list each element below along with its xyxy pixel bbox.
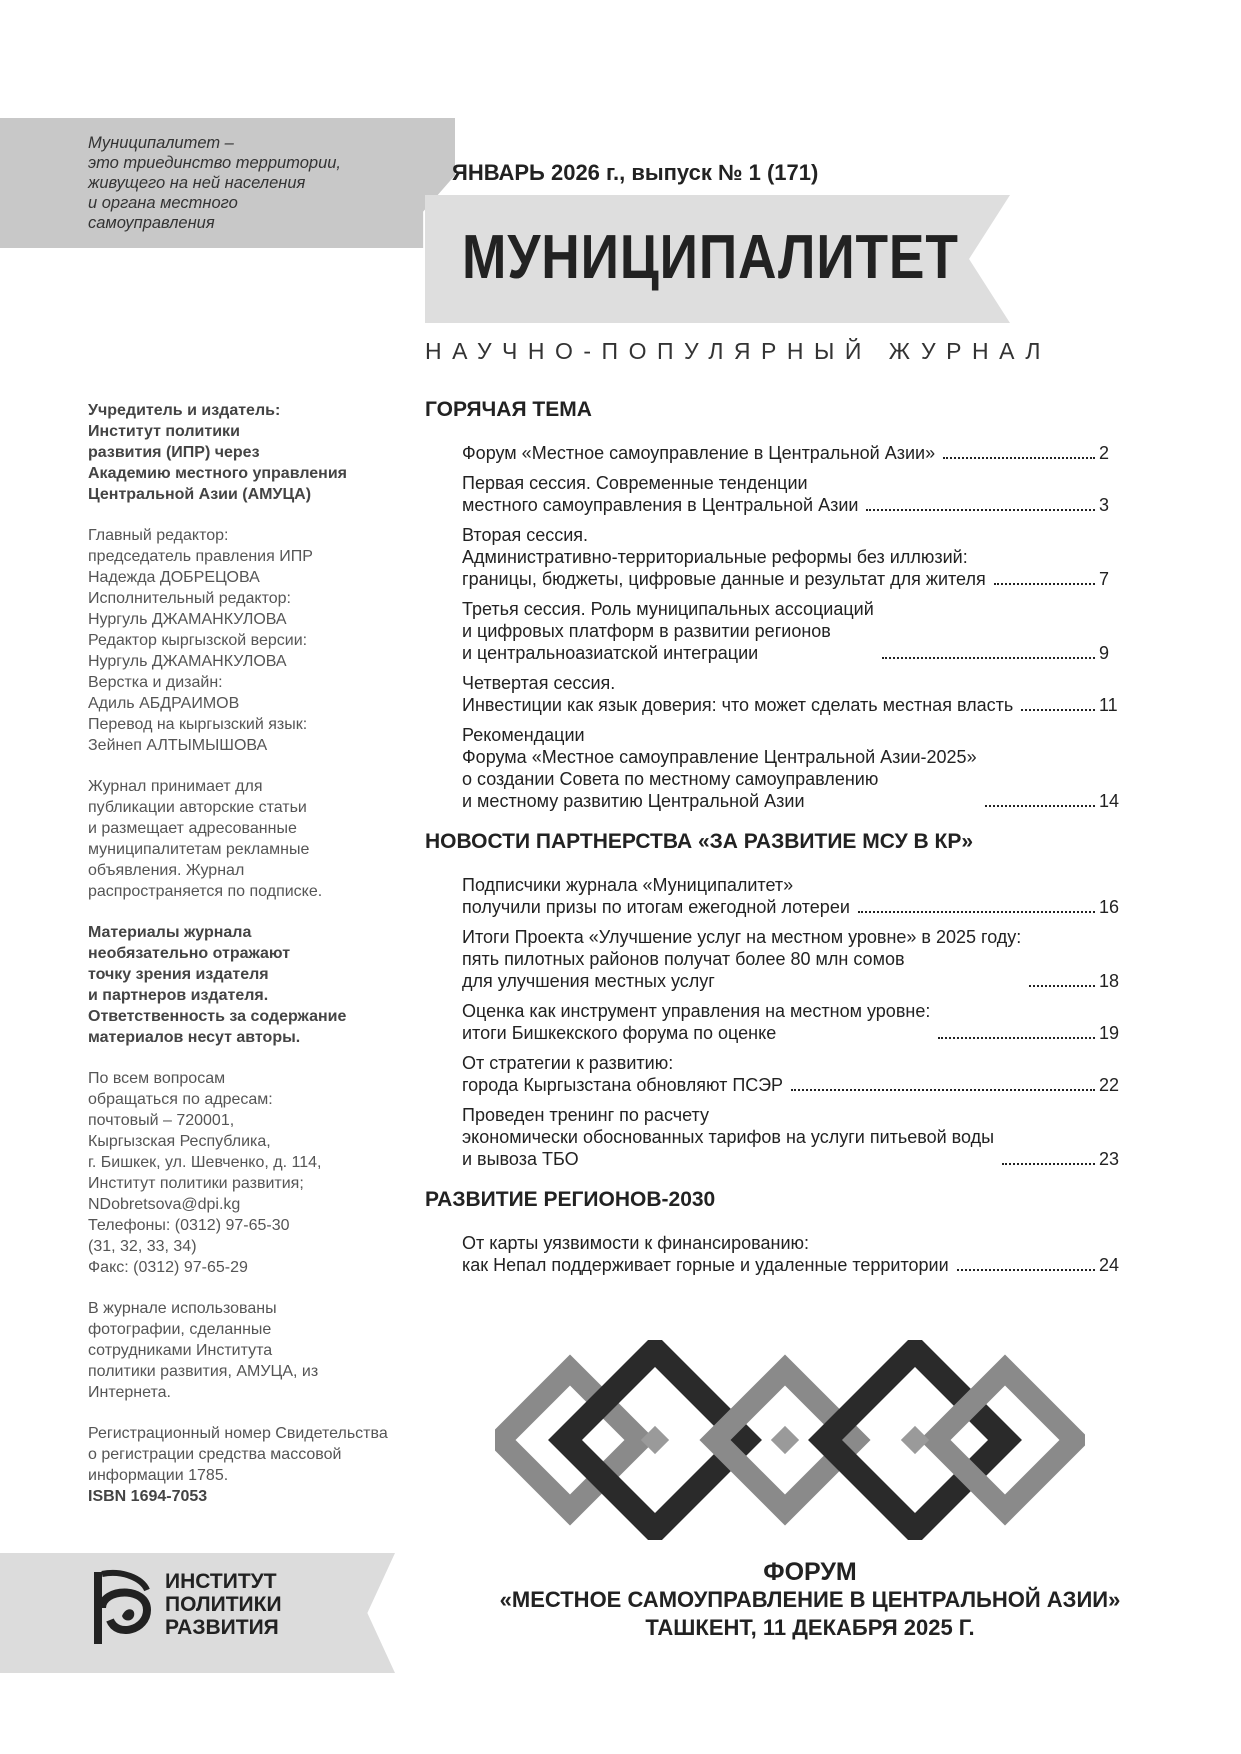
toc-page-number: 18 xyxy=(1099,971,1120,991)
photos-info: В журнале использованы фотографии, сделанные сотрудниками Института политики развития, АМУЦА, из Интернета. xyxy=(88,1300,319,1401)
contacts-info: По всем вопросам обращаться по адресам: почтовый – 720001, Кыргызская Республика, г. Бишкек, ул. Шевченко, д. 114, Институт политики развития; NDobretsova@dpi.kg Телефоны: (0312) 97-65-30 (31, 32, 33, 34) Факс: (0312) 97-65-29 xyxy=(88,1070,322,1276)
toc-page-number: 23 xyxy=(1099,1149,1120,1169)
toc-entry-title: Форум «Местное самоуправление в Центральной Азии» xyxy=(462,443,936,463)
toc-leader-dots xyxy=(791,1089,1095,1091)
toc-page-number: 24 xyxy=(1099,1255,1120,1275)
toc-entry-title: Первая сессия. Современные тенденции местного самоуправления в Центральной Азии xyxy=(462,473,859,515)
toc-page-number: 14 xyxy=(1099,791,1120,811)
toc-entry[interactable] xyxy=(462,724,1125,812)
toc-leader-dots xyxy=(943,457,1095,459)
magazine-subtitle: НАУЧНО-ПОПУЛЯРНЫЙ ЖУРНАЛ xyxy=(425,338,1052,364)
toc-page-number: 7 xyxy=(1099,569,1110,589)
toc-leader-dots xyxy=(938,1037,1095,1039)
toc-entry-title: Оценка как инструмент управления на местном уровне: итоги Бишкекского форума по оценке xyxy=(462,1001,931,1043)
toc-entry[interactable] xyxy=(462,472,1125,516)
toc-page-number: 2 xyxy=(1099,443,1110,463)
institute-logo-icon xyxy=(92,1568,154,1648)
toc-entry-title: От стратегии к развитию: города Кыргызстана обновляют ПСЭР xyxy=(462,1053,784,1095)
toc-entry[interactable] xyxy=(462,1104,1125,1170)
toc-page-number: 16 xyxy=(1099,897,1120,917)
toc-leader-dots xyxy=(858,911,1095,913)
toc-entry[interactable] xyxy=(462,1000,1125,1044)
staff-info: Главный редактор: председатель правления ИПР Надежда ДОБРЕЦОВА Исполнительный редактор: Нургуль ДЖАМАНКУЛОВА Редактор кыргызской версии: Нургуль ДЖАМАНКУЛОВА Верстка и дизайн: Адиль АБДРАИМОВ Перевод на кыргызский язык: Зейнеп АЛТЫМЫШОВА xyxy=(88,527,313,754)
ornament-checker xyxy=(641,1426,929,1454)
toc-leader-dots xyxy=(866,509,1095,511)
toc-leader-dots xyxy=(1021,709,1095,711)
toc-entry-title: От карты уязвимости к финансированию: как Непал поддерживает горные и удаленные территории xyxy=(462,1233,949,1275)
event-line-3: ТАШКЕНТ, 11 ДЕКАБРЯ 2025 Г. xyxy=(645,1615,975,1640)
isbn: ISBN 1694-7053 xyxy=(88,1488,208,1505)
toc-entry-title: Итоги Проекта «Улучшение услуг на местном уровне» в 2025 году: пять пилотных районов получат более 80 млн сомов для улучшения местных услуг xyxy=(462,927,1022,991)
toc-section-title: НОВОСТИ ПАРТНЕРСТВА «ЗА РАЗВИТИЕ МСУ В КР» xyxy=(425,830,974,853)
toc-entry-title: Третья сессия. Роль муниципальных ассоциаций и цифровых платформ в развитии регионов и центральноазиатской интеграции xyxy=(462,599,874,663)
toc-entry[interactable] xyxy=(462,926,1125,992)
toc-leader-dots xyxy=(957,1269,1095,1271)
toc-entry[interactable] xyxy=(462,672,1125,716)
ornament-graphic xyxy=(495,1340,1085,1540)
table-of-contents xyxy=(425,398,1125,1284)
toc-leader-dots xyxy=(882,657,1095,659)
imprint-column xyxy=(88,400,388,1507)
toc-leader-dots xyxy=(1002,1163,1095,1165)
issue-info: ЯНВАРЬ 2026 г., выпуск № 1 (171) xyxy=(452,160,819,185)
toc-page-number: 3 xyxy=(1099,495,1110,515)
toc-entry[interactable] xyxy=(462,598,1125,664)
about-info: Журнал принимает для публикации авторские статьи и размещает адресованные муниципалитетам рекламные объявления. Журнал распространяется по подписке. xyxy=(88,778,323,900)
toc-entry[interactable] xyxy=(462,524,1125,590)
toc-entry-title: Рекомендации Форума «Местное самоуправление Центральной Азии-2025» о создании Совета по местному самоуправлению и местному развитию Центральной Азии xyxy=(462,725,977,811)
event-line-1: ФОРУМ xyxy=(763,1558,857,1586)
founder-info: Учредитель и издатель: Институт политики развития (ИПР) через Академию местного управления Центральной Азии (АМУЦА) xyxy=(88,402,347,503)
toc-page-number: 22 xyxy=(1099,1075,1120,1095)
toc-entry-title: Четвертая сессия. Инвестиции как язык доверия: что может сделать местная власть xyxy=(462,673,1014,715)
disclaimer: Материалы журнала необязательно отражают точку зрения издателя и партнеров издателя. Ответственность за содержание материалов несут авторы. xyxy=(88,924,347,1046)
registration-info: Регистрационный номер Свидетельства о регистрации средства массовой информации 1785. xyxy=(88,1425,388,1484)
institute-name: ИНСТИТУТ ПОЛИТИКИ РАЗВИТИЯ xyxy=(165,1570,282,1639)
event-line-2: «МЕСТНОЕ САМОУПРАВЛЕНИЕ В ЦЕНТРАЛЬНОЙ АЗИИ» xyxy=(499,1587,1121,1612)
toc-leader-dots xyxy=(985,805,1095,807)
toc-entry[interactable] xyxy=(462,874,1125,918)
toc-entry[interactable] xyxy=(462,1232,1125,1276)
tagline: Муниципалитет – это триединство территории, живущего на ней населения и органа местного самоуправления xyxy=(88,134,342,232)
toc-section-title: ГОРЯЧАЯ ТЕМА xyxy=(425,398,592,421)
toc-leader-dots xyxy=(994,583,1095,585)
toc-entry-title: Проведен тренинг по расчету экономически обоснованных тарифов на услуги питьевой воды и вывоза ТБО xyxy=(462,1105,995,1169)
toc-section-title: РАЗВИТИЕ РЕГИОНОВ-2030 xyxy=(425,1188,716,1211)
toc-page-number: 9 xyxy=(1099,643,1110,663)
toc-entry[interactable] xyxy=(462,442,1125,464)
event-announcement xyxy=(425,1558,1195,1642)
toc-page-number: 19 xyxy=(1099,1023,1120,1043)
toc-entry-title: Подписчики журнала «Муниципалитет» получили призы по итогам ежегодной лотереи xyxy=(462,875,850,917)
toc-entry-title: Вторая сессия. Административно-территориальные реформы без иллюзий: границы, бюджеты, цифровые данные и результат для жителя xyxy=(462,525,986,589)
toc-entry[interactable] xyxy=(462,1052,1125,1096)
toc-page-number: 11 xyxy=(1099,695,1118,715)
magazine-title: МУНИЦИПАЛИТЕТ xyxy=(462,223,959,292)
toc-leader-dots xyxy=(1029,985,1095,987)
